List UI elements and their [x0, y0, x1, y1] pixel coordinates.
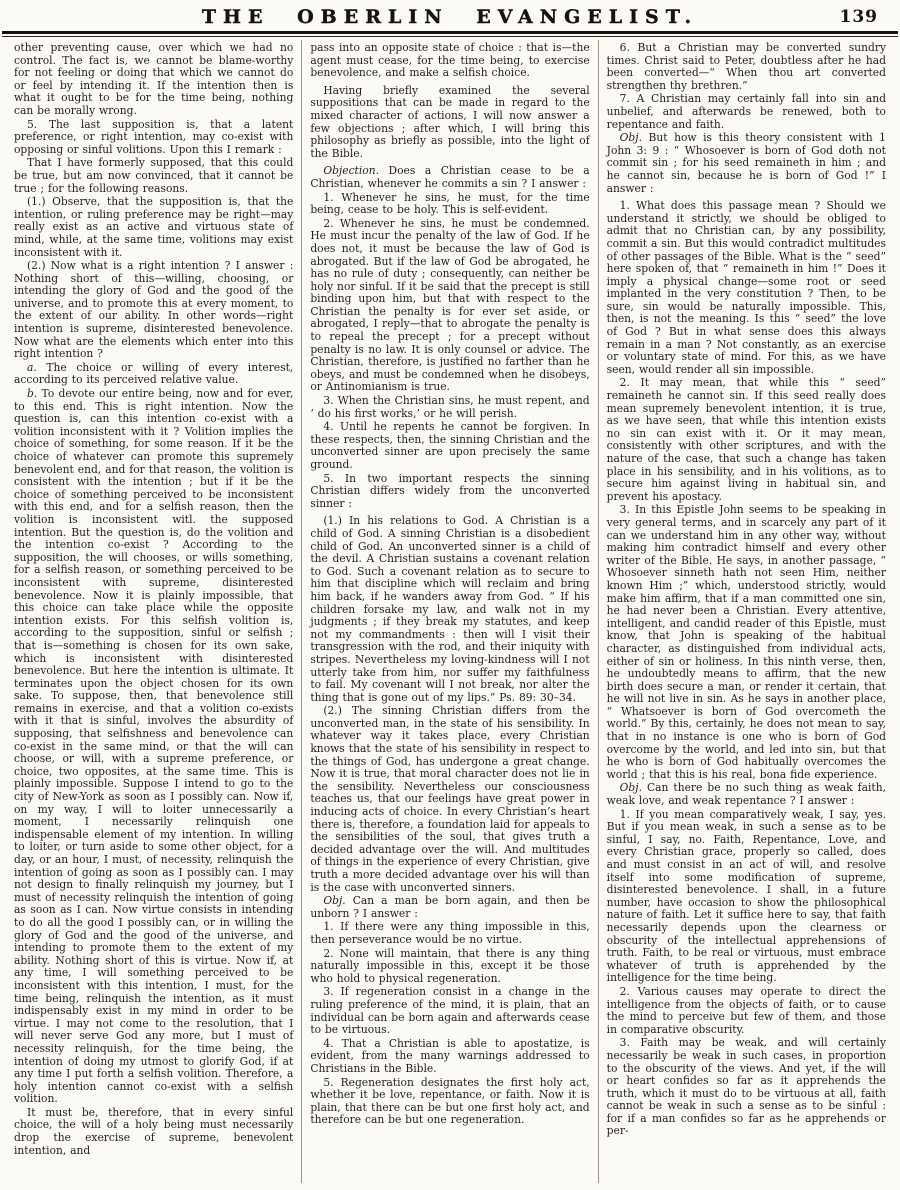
- paragraph: Obj. But how is this theory consistent with 1 John 3: 9 : “ Whosoever is born of God doth not commit sin ; for his seed remaineth in him ; and he cannot sin, because he is born of God !” I answer :: [606, 131, 886, 195]
- paragraph: 3. In this Epistle John seems to be speaking in very general terms, and in scarcely any part of it can we understand him in any other way, without making him contradict himself and every other writer of the Bible. He says, in another passage, “ Whosoever sinneth hath not seen Him, neither known Him ;” which, understood strictly, would make him affirm, that if a man committed one sin, he had never been a Christian. Every attentive, intelligent, and candid reader of this Epistle, must know, that John is speaking of the habitual character, as distinguished from individual acts, either of sin or holiness. In this ninth verse, then, he undoubtedly means to affirm, that the new birth does secure a man, or render it certain, that he will not live in sin. As he says in another place, “ Whatsoever is born of God overcometh the world.” By this, certainly, he does not mean to say, that in no instance is one who is born of God overcome by the world, and led into sin, but that he who is born of God habitually overcomes the world ; that this is his real, bona fide experience.: [606, 503, 886, 781]
- paragraph: b. To devote our entire being, now and for ever, to this end. This is right intention. Now the question is, can this intention co-exist with a volition inconsistent with it ? Volition implies the choice of something, for some reason. If it be the choice of whatever can promote this supremely benevolent end, and for that reason, the volition is consistent with the intention ; but if it be the choice of something perceived to be inconsistent with this end, and for a selfish reason, then the volition is inconsistent witl. the supposed intention. But the question is, do the volition and the intention co-exist ? According to the supposition, the will chooses, or wills something, for a selfish reason, or something perceived to be inconsistent with supreme, disinterested benevolence. Now it is plainly impossible, that this choice can take place while the opposite intention exists. For this selfish volition is, according to the supposition, sinful or selfish ; that is—something is chosen for its own sake, which is inconsistent with disinterested benevolence. But here the intention is ultimate. It terminates upon the object chosen for its own sake. To suppose, then, that benevolence still remains in exercise, and that a volition co-exists with it that is sinful, involves the absurdity of supposing, that selfishness and benevolence can co-exist in the same mind, or that the will can choose, or will, with a supreme preference, or choice, two opposites, at the same time. This is plainly impossible. Suppose I intend to go to the city of New-York as soon as I possibly can. Now if, on my way, I will to loiter unnecessarily a moment, I necessarily relinquish one indispensable element of my intention. In willing to loiter, or turn aside to some other object, for a day, or an hour, I must, of necessity, relinquish the intention of going as soon as I possibly can. I may not design to finally relinquish my journey, but I must of necessity relinquish the intention of going as soon as I can. Now virtue consists in intending to do all the good I possibly can, or in willing the glory of God and the good of the universe, and intending to promote them to the extent of my ability. Nothing short of this is virtue. Now if, at any time, I will something perceived to be inconsistent with this intention, I must, for the time being, relinquish the intention, as it must indispensably exist in my mind in order to be virtue. I may not come to the resolution, that I will never serve God any more, but I must of necessity relinquish, for the time being, the intention of doing my utmost to glorify God, if at any time I put forth a selfish volition. Therefore, a holy intention cannot co-exist with a selfish volition.: [14, 387, 294, 1106]
- paragraph: That I have formerly supposed, that this could be true, but am now convinced, that it cannot be true ; for the following reasons.: [14, 156, 294, 195]
- paragraph: Having briefly examined the several suppositions that can be made in regard to the mixed character of actions, I will now answer a few objections ; after which, I will bring this philosophy as briefly as possible, into the light of the Bible.: [310, 83, 590, 160]
- paragraph: other preventing cause, over which we had no control. The fact is, we cannot be blame-worthy for not feeling or doing that which we cannot do or feel by intending it. If the intention then is what it ought to be for the time being, nothing can be morally wrong.: [14, 41, 294, 117]
- page-number: 139: [839, 7, 878, 27]
- paragraph: 1. What does this passage mean ? Should we understand it strictly, we should be obliged to admit that no Christian can, by any possibility, commit a sin. But this would contradict multitudes of other passages of the Bible. What is the “ seed” here spoken of, that “ remaineth in him !” Does it imply a physical change—some root or seed implanted in the very constitution ? Then, to be sure, sin would be naturally impossible. This, then, is not the meaning. Is this “ seed” the love of God ? But in what sense does this always remain in a man ? Not constantly, as an exercise or voluntary state of mind. For this, as we have seen, would render all sin impossible.: [606, 199, 886, 376]
- paragraph: 1. If there were any thing impossible in this, then perseverance would be no virtue.: [310, 920, 590, 946]
- paragraph-lead: Obj.: [323, 894, 353, 908]
- paragraph-lead: Objection.: [323, 164, 389, 178]
- paragraph: 6. But a Christian may be converted sundry times. Christ said to Peter, doubtless after he had been converted—“ When thou art converted strengthen thy brethren.”: [606, 41, 886, 92]
- paragraph: It must be, therefore, that in every sinful choice, the will of a holy being must necessarily drop the exercise of supreme, benevolent intention, and: [14, 1105, 294, 1157]
- paragraph: 1. If you mean comparatively weak, I say, yes. But if you mean weak, in such a sense as to be sinful, I say, no. Faith, Repentance, Love, and every Christian grace, properly so called, does and must consist in an act of will, and resolve itself into some modification of supreme, disinterested benevolence. I shall, in a future number, have occasion to show the philosophical nature of faith. Let it suffice here to say, that faith necessarily depends upon the clearness or obscurity of the intellectual apprehensions of truth. Faith, to be real or virtuous, must embrace whatever of truth is apprehended by the intelligence for the time being.: [606, 807, 886, 985]
- paragraph-lead: Obj.: [619, 131, 649, 145]
- paragraph: 2. It may mean, that while this “ seed” remaineth he cannot sin. If this seed really does mean supremely benevolent intention, it is true, as we have seen, that while this intention exists no sin can exist with it. Or it may mean, consistently with other scriptures, and with the nature of the case, that such a change has taken place in his sensibility, and in his volitions, as to secure him against living in habitual sin, and prevent his apostacy.: [606, 376, 886, 503]
- paragraph: 3. When the Christian sins, he must repent, and ‘ do his first works,’ or he will perish.: [310, 394, 590, 420]
- paragraph: Obj. Can a man be born again, and then be unborn ? I answer :: [310, 894, 590, 920]
- paragraph-lead: a.: [27, 360, 47, 374]
- paragraph: (1.) Observe, that the supposition is, that the intention, or ruling preference may be right—may really exist as an active and virtuous state of mind, while, at the same time, volitions may exist inconsistent with it.: [14, 195, 294, 259]
- paragraph: 2. Various causes may operate to direct the intelligence from the objects of faith, or to cause the mind to perceive but few of them, and those in comparative obscurity.: [606, 984, 886, 1036]
- column-2: [301, 40, 597, 1183]
- paragraph-lead: Obj.: [619, 781, 647, 795]
- paragraph: 3. If regeneration consist in a change in the ruling preference of the mind, it is plain, that an individual can be born again and afterwards cease to be virtuous.: [310, 985, 590, 1037]
- paragraph: (2.) Now what is a right intention ? I answer : Nothing short of this—willing, choosing, or intending the glory of God and the good of the universe, and to promote this at every moment, to the extent of our ability. In other words—right intention is supreme, disinterested benevolence. Now what are the elements which enter into this right intention ?: [14, 259, 294, 361]
- paragraph: 3. Faith may be weak, and will certainly necessarily be weak in such cases, in proportion to the obscurity of the views. And yet, if the will or heart confides so far as it apprehends the truth, which it must do to be virtuous at all, faith cannot be weak in such a sense as to be sinful : for if a man confides so far as he apprehends or per-: [606, 1036, 886, 1138]
- paragraph: 5. In two important respects the sinning Christian differs widely from the unconverted sinner :: [310, 471, 590, 510]
- paragraph: (1.) In his relations to God. A Christian is a child of God. A sinning Christian is a disobedient child of God. An unconverted sinner is a child of the devil. A Christian sustains a covenant relation to God. Such a covenant relation as to secure to him that discipline which will reclaim and bring him back, if he wanders away from God. “ If his children forsake my law, and walk not in my judgments ; if they break my statutes, and keep not my commandments : then will I visit their transgression with the rod, and their iniquity with stripes. Nevertheless my loving-kindness will I not utterly take from him, nor suffer my faithfulness to fail. My covenant will I not break, nor alter the thing that is gone out of my lips.” Ps. 89: 30–34.: [310, 514, 590, 704]
- column-3: [598, 40, 894, 1183]
- paragraph: a. The choice or willing of every interest, according to its perceived relative value.: [14, 360, 294, 387]
- paragraph: Obj. Can there be no such thing as weak faith, weak love, and weak repentance ? I answer :: [606, 781, 886, 808]
- paragraph-lead: b.: [27, 387, 42, 401]
- column-1: [6, 40, 301, 1183]
- paragraph: 4. Until he repents he cannot be forgiven. In these respects, then, the sinning Christian and the unconverted sinner are upon precisely the same ground.: [310, 420, 590, 471]
- paragraph: 1. Whenever he sins, he must, for the time being, cease to be holy. This is self-evident.: [310, 190, 590, 217]
- paragraph: 5. The last supposition is, that a latent preference, or right intention, may co-exist with opposing or sinful volitions. Upon this I remark :: [14, 117, 294, 156]
- paragraph: 5. Regeneration designates the first holy act, whether it be love, repentance, or faith. Now it is plain, that there can be but one first holy act, and therefore can be but one regeneration.: [310, 1075, 590, 1127]
- paragraph: Objection. Does a Christian cease to be a Christian, whenever he commits a sin ? I answer :: [310, 164, 590, 190]
- masthead: [0, 0, 900, 27]
- paragraph: 4. That a Christian is able to apostatize, is evident, from the many warnings addressed to Christians in the Bible.: [310, 1036, 590, 1075]
- paragraph: (2.) The sinning Christian differs from the unconverted man, in the state of his sensibility. In whatever way it takes place, every Christian knows that the state of his sensibility in respect to the things of God, has undergone a great change. Now it is true, that moral character does not lie in the sensibility. Nevertheless our consciousness teaches us, that our feelings have great power in inducing acts of choice. In every Christian’s heart there is, therefore, a foundation laid for appeals to the sensibilities of the soul, that gives truth a decided advantage over the will. And multitudes of things in the experience of every Christian, give truth a more decided advantage over his will than is the case with unconverted sinners.: [310, 704, 590, 894]
- paragraph: pass into an opposite state of choice : that is—the agent must cease, for the time being, to exercise benevolence, and make a selfish choice.: [310, 41, 590, 80]
- paragraph: 7. A Christian may certainly fall into sin and unbelief, and afterwards be renewed, both to repentance and faith.: [606, 92, 886, 131]
- masthead-title: THE OBERLIN EVANGELIST.: [201, 6, 699, 28]
- article-columns: [0, 37, 900, 1183]
- paragraph: 2. Whenever he sins, he must be condemned. He must incur the penalty of the law of God. If he does not, it must be because the law of God is abrogated. But if the law of God be abrogated, he has no rule of duty ; consequently, can neither be holy nor sinful. If it be said that the precept is still binding upon him, but that with respect to the Christian the penalty is for ever set aside, or abrogated, I reply—that to abrogate the penalty is to repeal the precept ; for a precept without penalty is no law. It is only counsel or advice. The Christian, therefore, is justified no farther than he obeys, and must be condemned when he disobeys, or Antinomianism is true.: [310, 216, 590, 394]
- paragraph: 2. None will maintain, that there is any thing naturally impossible in this, except it be those who hold to physical regeneration.: [310, 946, 590, 985]
